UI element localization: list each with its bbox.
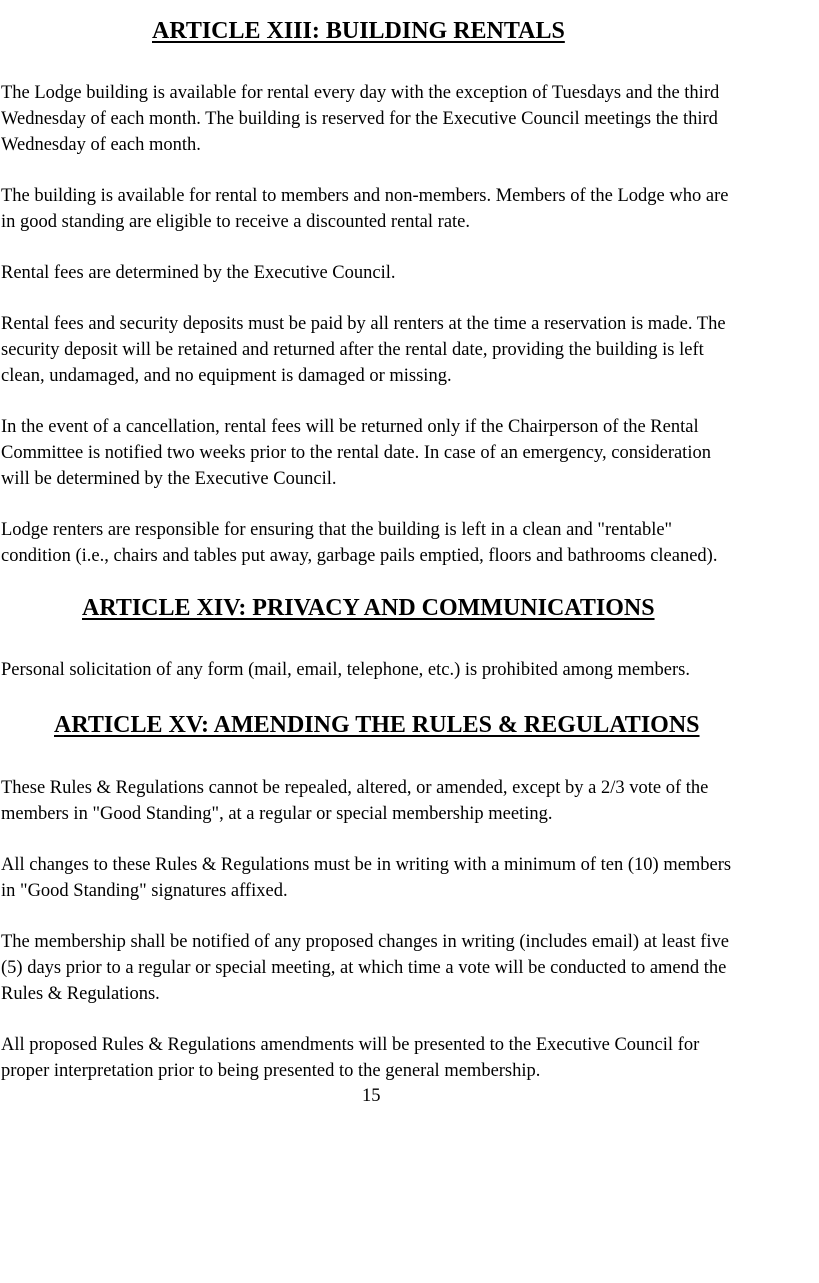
article-13-paragraph-4: Rental fees and security deposits must be paid by all renters at the time a reservation is made. The security deposit will be retained and returned after the rental date, providing the building is left clean, undamaged, and no equipment is damaged or missing.	[1, 314, 726, 386]
article-15-paragraph-4: All proposed Rules & Regulations amendments will be presented to the Executive Council for proper interpretation prior to being presented to the general membership.	[1, 1035, 700, 1081]
article-13-paragraph-5: In the event of a cancellation, rental fees will be returned only if the Chairperson of the Rental Committee is notified two weeks prior to the rental date. In case of an emergency, consideration will be determined by the Executive Council.	[1, 417, 711, 489]
article-15-paragraph-3: The membership shall be notified of any proposed changes in writing (includes email) at least five (5) days prior to a regular or special meeting, at which time a vote will be conducted to amend the Rules & Regulations.	[1, 932, 729, 1004]
article-15-heading: ARTICLE XV: AMENDING THE RULES & REGULATIONS	[54, 712, 700, 738]
article-13-paragraph-2: The building is available for rental to members and non-members. Members of the Lodge who are in good standing are eligible to receive a discounted rental rate.	[1, 186, 729, 232]
article-15-paragraph-2: All changes to these Rules & Regulations must be in writing with a minimum of ten (10) members in "Good Standing" signatures affixed.	[1, 855, 732, 901]
article-13-paragraph-3: Rental fees are determined by the Executive Council.	[1, 263, 396, 283]
article-13-heading: ARTICLE XIII: BUILDING RENTALS	[152, 18, 565, 44]
article-15-paragraph-1: These Rules & Regulations cannot be repealed, altered, or amended, except by a 2/3 vote of the members in "Good Standing", at a regular or special membership meeting.	[1, 778, 709, 824]
page-number: 15	[362, 1086, 381, 1106]
article-14-heading: ARTICLE XIV: PRIVACY AND COMMUNICATIONS	[82, 595, 655, 621]
article-13-paragraph-1: The Lodge building is available for rental every day with the exception of Tuesdays and the third Wednesday of each month. The building is reserved for the Executive Council meetings the third Wednesday of each month.	[1, 83, 720, 155]
article-13-paragraph-6: Lodge renters are responsible for ensuring that the building is left in a clean and "rentable" condition (i.e., chairs and tables put away, garbage pails emptied, floors and bathrooms cleaned).	[1, 520, 718, 566]
article-14-paragraph-1: Personal solicitation of any form (mail, email, telephone, etc.) is prohibited among members.	[1, 660, 690, 680]
